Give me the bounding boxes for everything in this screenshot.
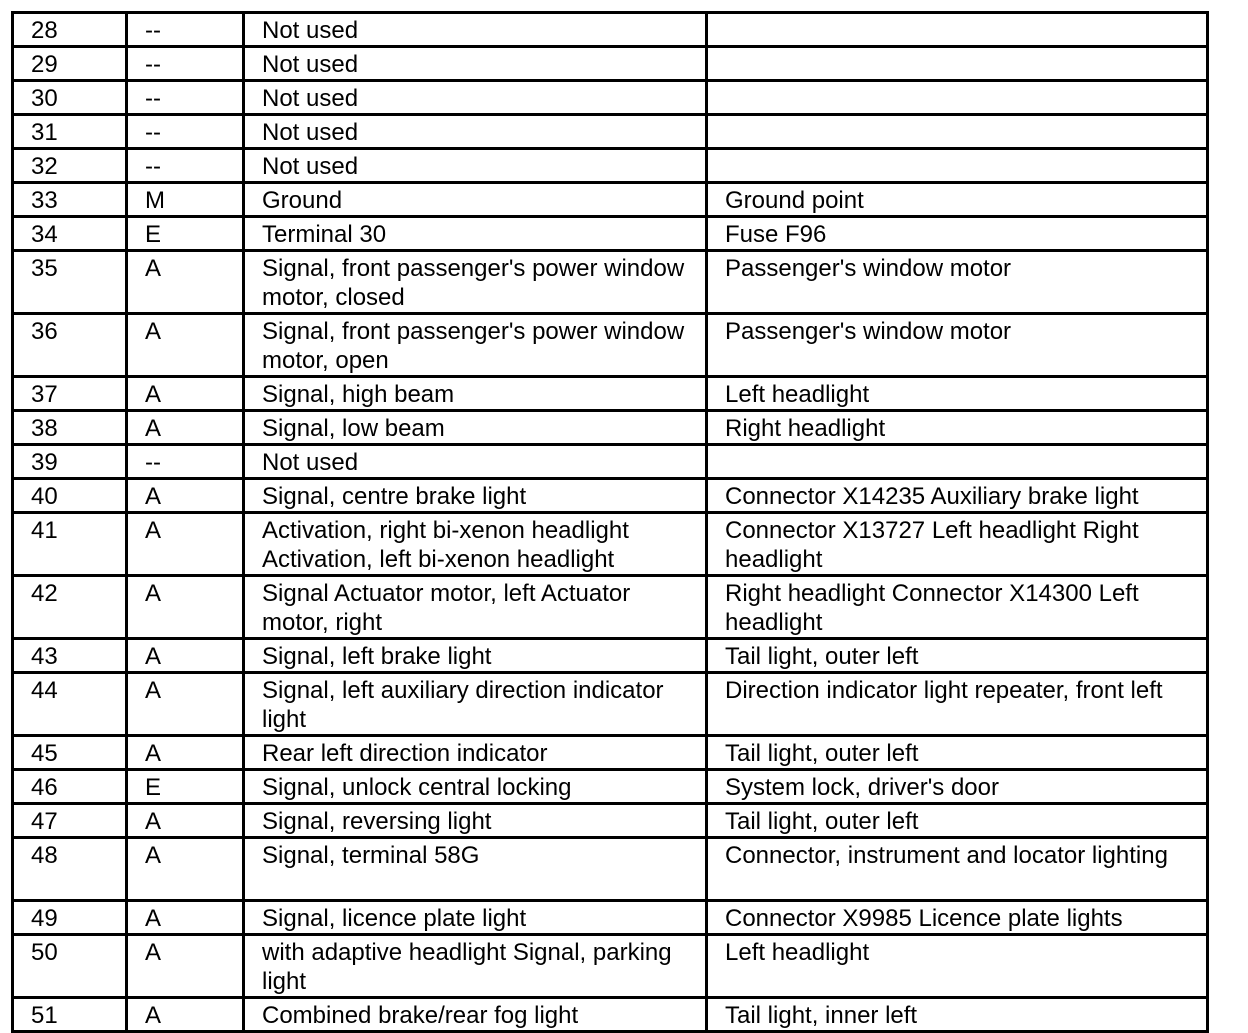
signal-type-cell: A bbox=[127, 513, 244, 576]
description-cell: Not used bbox=[244, 13, 707, 47]
pin-number-cell: 31 bbox=[13, 115, 127, 149]
connection-cell bbox=[707, 445, 1208, 479]
description-cell: with adaptive headlight Signal, parking light bbox=[244, 935, 707, 998]
description-cell: Signal, reversing light bbox=[244, 804, 707, 838]
table-row bbox=[13, 377, 1208, 411]
signal-type-cell: -- bbox=[127, 149, 244, 183]
description-cell: Signal, left auxiliary direction indicator light bbox=[244, 673, 707, 736]
connection-cell: Tail light, outer left bbox=[707, 639, 1208, 673]
description-cell: Signal, left brake light bbox=[244, 639, 707, 673]
pin-number-cell: 51 bbox=[13, 998, 127, 1032]
connection-cell: Tail light, outer left bbox=[707, 804, 1208, 838]
description-cell: Signal, centre brake light bbox=[244, 479, 707, 513]
table-row bbox=[13, 411, 1208, 445]
pin-number-cell: 35 bbox=[13, 251, 127, 314]
table-row bbox=[13, 314, 1208, 377]
connection-cell: Connector, instrument and locator lighting bbox=[707, 838, 1208, 901]
connection-cell: Connector X13727 Left headlight Right headlight bbox=[707, 513, 1208, 576]
description-cell: Not used bbox=[244, 81, 707, 115]
table-row bbox=[13, 251, 1208, 314]
pin-number-cell: 28 bbox=[13, 13, 127, 47]
description-cell: Not used bbox=[244, 149, 707, 183]
connection-cell: Left headlight bbox=[707, 935, 1208, 998]
signal-type-cell: E bbox=[127, 217, 244, 251]
pin-number-cell: 39 bbox=[13, 445, 127, 479]
description-cell: Ground bbox=[244, 183, 707, 217]
description-cell: Signal Actuator motor, left Actuator motor, right bbox=[244, 576, 707, 639]
pin-number-cell: 44 bbox=[13, 673, 127, 736]
pin-number-cell: 46 bbox=[13, 770, 127, 804]
table-row bbox=[13, 576, 1208, 639]
table-row bbox=[13, 935, 1208, 998]
signal-type-cell: -- bbox=[127, 81, 244, 115]
connection-cell bbox=[707, 115, 1208, 149]
connection-cell: Connector X9985 Licence plate lights bbox=[707, 901, 1208, 935]
signal-type-cell: A bbox=[127, 411, 244, 445]
table-row bbox=[13, 479, 1208, 513]
table-row bbox=[13, 770, 1208, 804]
table-row bbox=[13, 998, 1208, 1032]
signal-type-cell: -- bbox=[127, 115, 244, 149]
description-cell: Not used bbox=[244, 47, 707, 81]
signal-type-cell: A bbox=[127, 479, 244, 513]
description-cell: Signal, terminal 58G bbox=[244, 838, 707, 901]
signal-type-cell: -- bbox=[127, 13, 244, 47]
table-row bbox=[13, 115, 1208, 149]
table-row bbox=[13, 736, 1208, 770]
pin-number-cell: 50 bbox=[13, 935, 127, 998]
pin-assignment-table bbox=[11, 11, 1209, 1033]
signal-type-cell: A bbox=[127, 251, 244, 314]
table-row bbox=[13, 513, 1208, 576]
pin-number-cell: 34 bbox=[13, 217, 127, 251]
signal-type-cell: M bbox=[127, 183, 244, 217]
table-row bbox=[13, 47, 1208, 81]
pin-number-cell: 47 bbox=[13, 804, 127, 838]
description-cell: Terminal 30 bbox=[244, 217, 707, 251]
connection-cell: Right headlight bbox=[707, 411, 1208, 445]
signal-type-cell: A bbox=[127, 935, 244, 998]
connection-cell: Right headlight Connector X14300 Left headlight bbox=[707, 576, 1208, 639]
table-row bbox=[13, 445, 1208, 479]
description-cell: Not used bbox=[244, 115, 707, 149]
connection-cell: Direction indicator light repeater, front left bbox=[707, 673, 1208, 736]
pin-number-cell: 43 bbox=[13, 639, 127, 673]
description-cell: Signal, unlock central locking bbox=[244, 770, 707, 804]
signal-type-cell: -- bbox=[127, 47, 244, 81]
connection-cell: System lock, driver's door bbox=[707, 770, 1208, 804]
signal-type-cell: E bbox=[127, 770, 244, 804]
signal-type-cell: A bbox=[127, 838, 244, 901]
connection-cell bbox=[707, 81, 1208, 115]
description-cell: Activation, right bi-xenon headlight Activation, left bi-xenon headlight bbox=[244, 513, 707, 576]
connection-cell: Tail light, outer left bbox=[707, 736, 1208, 770]
pin-number-cell: 30 bbox=[13, 81, 127, 115]
signal-type-cell: A bbox=[127, 901, 244, 935]
signal-type-cell: A bbox=[127, 673, 244, 736]
table-row bbox=[13, 13, 1208, 47]
pin-number-cell: 42 bbox=[13, 576, 127, 639]
pin-number-cell: 37 bbox=[13, 377, 127, 411]
table-row bbox=[13, 639, 1208, 673]
table-row bbox=[13, 149, 1208, 183]
connection-cell: Left headlight bbox=[707, 377, 1208, 411]
description-cell: Signal, licence plate light bbox=[244, 901, 707, 935]
description-cell: Signal, low beam bbox=[244, 411, 707, 445]
signal-type-cell: -- bbox=[127, 445, 244, 479]
connection-cell bbox=[707, 149, 1208, 183]
signal-type-cell: A bbox=[127, 736, 244, 770]
table-row bbox=[13, 838, 1208, 901]
signal-type-cell: A bbox=[127, 804, 244, 838]
pin-number-cell: 49 bbox=[13, 901, 127, 935]
pin-table-body bbox=[13, 13, 1208, 1032]
connection-cell bbox=[707, 13, 1208, 47]
description-cell: Signal, front passenger's power window motor, open bbox=[244, 314, 707, 377]
description-cell: Rear left direction indicator bbox=[244, 736, 707, 770]
connection-cell bbox=[707, 47, 1208, 81]
description-cell: Signal, front passenger's power window motor, closed bbox=[244, 251, 707, 314]
table-row bbox=[13, 804, 1208, 838]
connection-cell: Passenger's window motor bbox=[707, 314, 1208, 377]
table-row bbox=[13, 183, 1208, 217]
description-cell: Signal, high beam bbox=[244, 377, 707, 411]
description-cell: Combined brake/rear fog light bbox=[244, 998, 707, 1032]
table-row bbox=[13, 217, 1208, 251]
table-row bbox=[13, 673, 1208, 736]
signal-type-cell: A bbox=[127, 639, 244, 673]
pin-number-cell: 29 bbox=[13, 47, 127, 81]
connection-cell: Connector X14235 Auxiliary brake light bbox=[707, 479, 1208, 513]
pin-number-cell: 48 bbox=[13, 838, 127, 901]
pin-number-cell: 45 bbox=[13, 736, 127, 770]
pin-number-cell: 32 bbox=[13, 149, 127, 183]
pin-number-cell: 41 bbox=[13, 513, 127, 576]
pin-number-cell: 36 bbox=[13, 314, 127, 377]
table-row bbox=[13, 81, 1208, 115]
connection-cell: Ground point bbox=[707, 183, 1208, 217]
signal-type-cell: A bbox=[127, 998, 244, 1032]
connection-cell: Passenger's window motor bbox=[707, 251, 1208, 314]
connection-cell: Fuse F96 bbox=[707, 217, 1208, 251]
description-cell: Not used bbox=[244, 445, 707, 479]
table-row bbox=[13, 901, 1208, 935]
pin-number-cell: 38 bbox=[13, 411, 127, 445]
signal-type-cell: A bbox=[127, 377, 244, 411]
signal-type-cell: A bbox=[127, 576, 244, 639]
connection-cell: Tail light, inner left bbox=[707, 998, 1208, 1032]
signal-type-cell: A bbox=[127, 314, 244, 377]
pin-number-cell: 40 bbox=[13, 479, 127, 513]
pin-number-cell: 33 bbox=[13, 183, 127, 217]
